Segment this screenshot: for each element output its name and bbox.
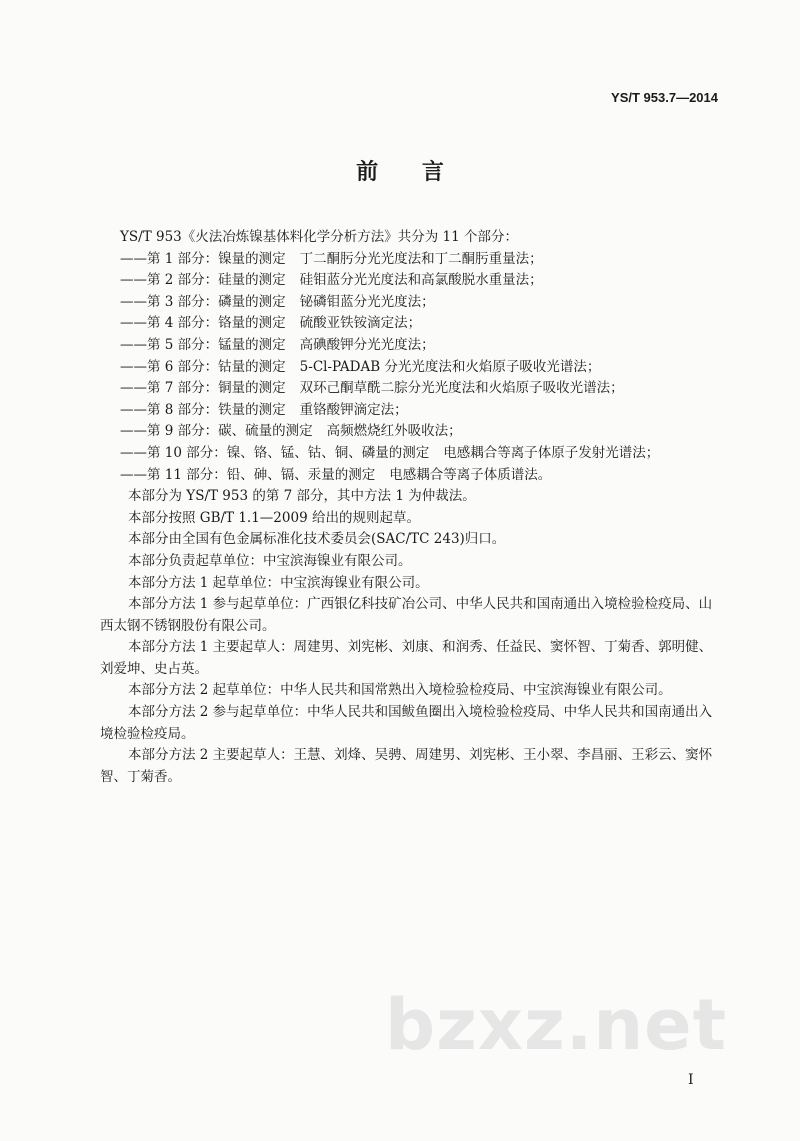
paragraph: 本部分方法 2 参与起草单位：中华人民共和国鲅鱼圈出入境检验检疫局、中华人民共和国南通出入境检验检疫局。 xyxy=(100,704,713,742)
part-method: 硅钼蓝分光光度法和高氯酸脱水重量法； xyxy=(299,272,543,289)
part-method: 铋磷钼蓝分光光度法； xyxy=(299,293,435,310)
list-item xyxy=(100,378,720,400)
part-method: 高碘酸钾分光光度法； xyxy=(299,336,435,353)
intro-line: YS/T 953《火法冶炼镍基体料化学分析方法》共分为 11 个部分： xyxy=(120,229,519,245)
parts-list xyxy=(100,249,720,487)
paragraph: 本部分方法 1 参与起草单位：广西银亿科技矿冶公司、中华人民共和国南通出入境检验检疫局、山西太钢不锈钢股份有限公司。 xyxy=(100,596,713,634)
list-item xyxy=(100,400,720,422)
standard-number: YS/T 953.7—2014 xyxy=(611,90,718,105)
part-method: 高频燃烧红外吸收法； xyxy=(326,423,462,440)
part-label: ——第 3 部分：磷量的测定 xyxy=(120,293,286,310)
part-method: 重铬酸钾滴定法； xyxy=(299,401,408,418)
document-body xyxy=(100,227,720,788)
paragraph: 本部分为 YS/T 953 的第 7 部分，其中方法 1 为仲裁法。 xyxy=(128,488,476,505)
paragraph: 本部分方法 2 主要起草人：王慧、刘烽、吴骋、周建男、刘宪彬、王小翠、李昌丽、王彩云、窦怀智、丁菊香。 xyxy=(100,747,713,785)
paragraph: 本部分按照 GB/T 1.1—2009 给出的规则起草。 xyxy=(128,509,420,526)
paragraph: 本部分方法 1 起草单位：中宝滨海镍业有限公司。 xyxy=(128,574,429,591)
part-label: ——第 6 部分：钴量的测定 xyxy=(120,358,286,375)
page-title: 前 言 xyxy=(356,159,462,185)
page-number: I xyxy=(688,1072,694,1088)
part-label: ——第 10 部分：镍、铬、锰、钴、铜、磷量的测定 xyxy=(120,444,430,461)
paragraph: 本部分负责起草单位：中宝滨海镍业有限公司。 xyxy=(128,552,412,569)
list-item xyxy=(100,292,720,314)
list-item xyxy=(100,335,720,357)
part-method: 丁二酮肟分光光度法和丁二酮肟重量法； xyxy=(299,250,543,267)
part-method: 双环己酮草酰二腙分光光度法和火焰原子吸收光谱法； xyxy=(299,380,624,397)
paragraph: 本部分方法 1 主要起草人：周建男、刘宪彬、刘康、和润秀、任益民、窦怀智、丁菊香、郭明健、刘爱坤、史占英。 xyxy=(100,639,713,677)
part-label: ——第 5 部分：锰量的测定 xyxy=(120,336,286,353)
part-label: ——第 4 部分：铬量的测定 xyxy=(120,315,286,332)
part-label: ——第 9 部分：碳、硫量的测定 xyxy=(120,423,313,440)
part-method: 硫酸亚铁铵滴定法； xyxy=(299,315,422,332)
part-method: 电感耦合等离子体质谱法。 xyxy=(389,466,552,483)
paragraphs xyxy=(100,486,720,788)
part-label: ——第 7 部分：铜量的测定 xyxy=(120,380,286,397)
list-item xyxy=(100,313,720,335)
paragraph: 本部分由全国有色金属标准化技术委员会(SAC/TC 243)归口。 xyxy=(128,531,506,548)
part-label: ——第 1 部分：镍量的测定 xyxy=(120,250,286,267)
paragraph: 本部分方法 2 起草单位：中华人民共和国常熟出入境检验检疫局、中宝滨海镍业有限公司。 xyxy=(128,682,672,699)
part-method: 5-Cl-PADAB 分光光度法和火焰原子吸收光谱法； xyxy=(299,358,601,375)
list-item xyxy=(100,465,720,487)
part-label: ——第 11 部分：铅、砷、镉、汞量的测定 xyxy=(120,466,376,483)
list-item xyxy=(100,249,720,271)
part-label: ——第 2 部分：硅量的测定 xyxy=(120,272,286,289)
list-item xyxy=(100,443,720,465)
part-method: 电感耦合等离子体原子发射光谱法； xyxy=(443,444,660,461)
watermark: bzxz.net xyxy=(385,984,728,1066)
list-item xyxy=(100,421,720,443)
list-item xyxy=(100,270,720,292)
list-item xyxy=(100,357,720,379)
part-label: ——第 8 部分：铁量的测定 xyxy=(120,401,286,418)
